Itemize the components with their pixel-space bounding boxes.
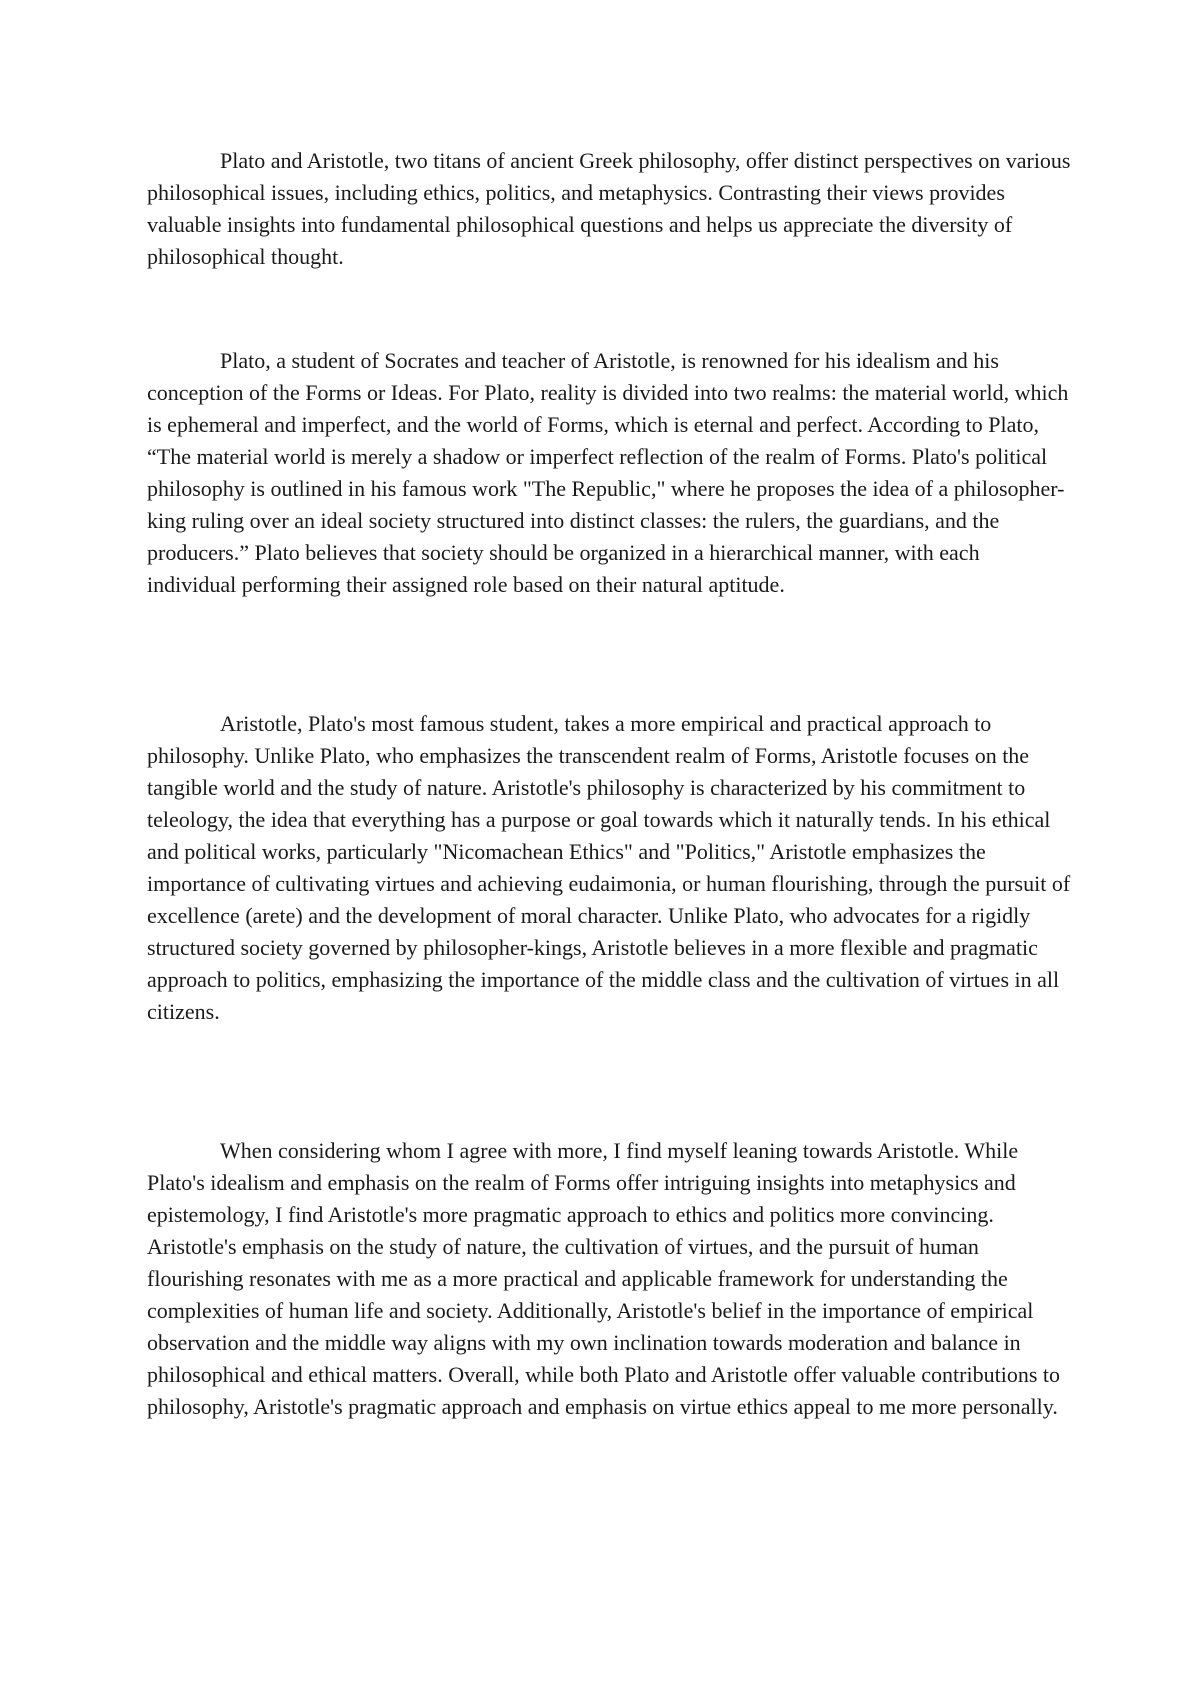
paragraph-text: Aristotle, Plato's most famous student, takes a more empirical and practical approach to philosophy. Unlike Plato, who emphasizes the transcendent realm of Forms, Aristotle focuses on the tangible world and the study of nature. Aristotle's philosophy is characterized by his commitment to teleology, the idea that everything has a purpose or goal towards which it naturally tends. In his ethical and political works, particularly "Nicomachean Ethics" and "Politics," Aristotle emphasizes the importance of cultivating virtues and achieving eudaimonia, or human flourishing, through the pursuit of excellence (arete) and the development of moral character. Unlike Plato, who advocates for a rigidly structured society governed by philosopher-kings, Aristotle believes in a more flexible and pragmatic approach to politics, emphasizing the importance of the middle class and the cultivation of virtues in all citizens.: [147, 711, 1071, 1024]
paragraph-conclusion: [147, 1135, 1072, 1423]
paragraph-plato: [147, 345, 1072, 601]
paragraph-text: When considering whom I agree with more, I find myself leaning towards Aristotle. While Plato's idealism and emphasis on the realm of Forms offer intriguing insights into metaphysics and epistemology, I find Aristotle's more pragmatic approach to ethics and politics more convincing. Aristotle's emphasis on the study of nature, the cultivation of virtues, and the pursuit of human flourishing resonates with me as a more practical and applicable framework for understanding the complexities of human life and society. Additionally, Aristotle's belief in the importance of empirical observation and the middle way aligns with my own inclination towards moderation and balance in philosophical and ethical matters. Overall, while both Plato and Aristotle offer valuable contributions to philosophy, Aristotle's pragmatic approach and emphasis on virtue ethics appeal to me more personally.: [147, 1138, 1060, 1419]
paragraph-text: Plato, a student of Socrates and teacher of Aristotle, is renowned for his idealism and his conception of the Forms or Ideas. For Plato, reality is divided into two realms: the material world, which is ephemeral and imperfect, and the world of Forms, which is eternal and perfect. According to Plato, “The material world is merely a shadow or imperfect reflection of the realm of Forms. Plato's political philosophy is outlined in his famous work "The Republic," where he proposes the idea of a philosopher-king ruling over an ideal society structured into distinct classes: the rulers, the guardians, and the producers.” Plato believes that society should be organized in a hierarchical manner, with each individual performing their assigned role based on their natural aptitude.: [147, 348, 1069, 597]
paragraph-text: Plato and Aristotle, two titans of ancient Greek philosophy, offer distinct perspectives on various philosophical issues, including ethics, politics, and metaphysics. Contrasting their views provides valuable insights into fundamental philosophical questions and helps us appreciate the diversity of philosophical thought.: [147, 148, 1071, 269]
paragraph-introduction: [147, 145, 1072, 273]
paragraph-aristotle: [147, 708, 1072, 1028]
